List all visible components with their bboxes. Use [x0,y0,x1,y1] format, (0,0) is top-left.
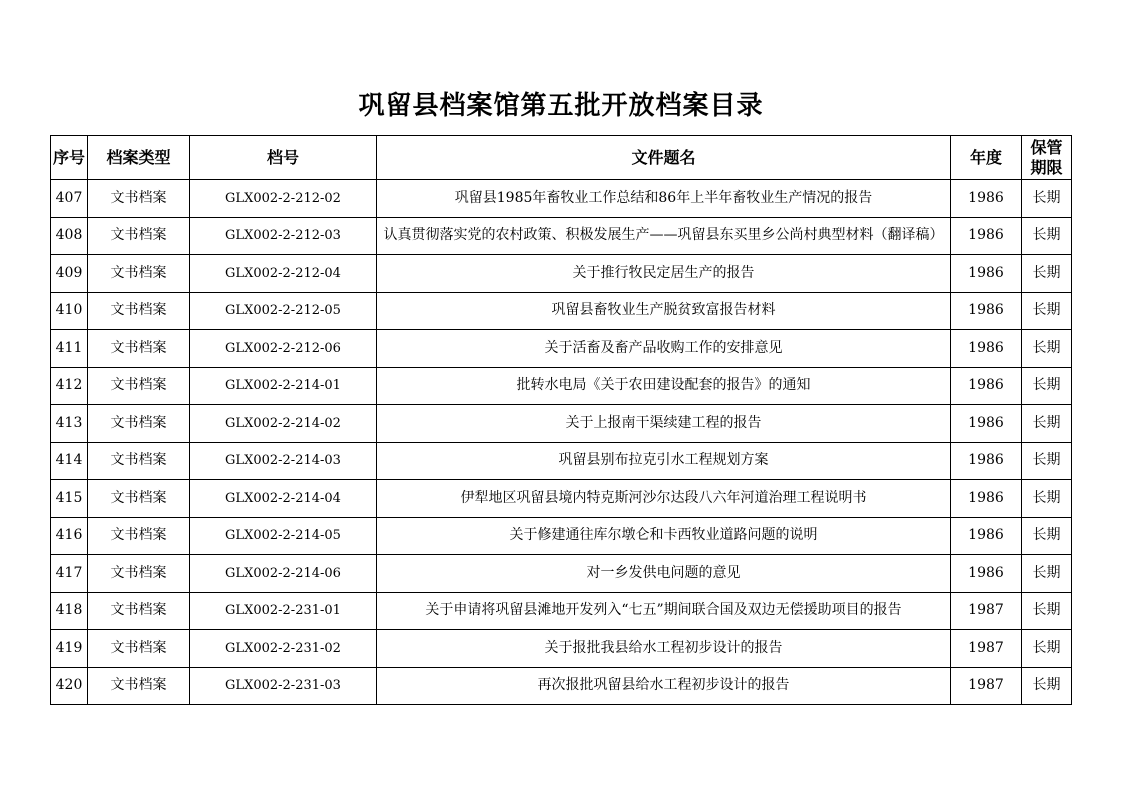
table-row [51,555,1072,593]
cell-year: 1986 [951,480,1022,518]
cell-type: 文书档案 [88,330,190,368]
archive-catalog-table [50,135,1072,705]
cell-type: 文书档案 [88,555,190,593]
cell-type: 文书档案 [88,592,190,630]
cell-code: GLX002-2-212-05 [190,292,377,330]
cell-code: GLX002-2-212-06 [190,330,377,368]
cell-no: 417 [51,555,88,593]
cell-code: GLX002-2-214-06 [190,555,377,593]
cell-no: 409 [51,255,88,293]
cell-code: GLX002-2-214-05 [190,517,377,555]
cell-type: 文书档案 [88,405,190,443]
header-period: 保管期限 [1022,136,1072,180]
table-row [51,592,1072,630]
table-row [51,630,1072,668]
cell-code: GLX002-2-214-04 [190,480,377,518]
table-row [51,292,1072,330]
table-row [51,330,1072,368]
cell-period: 长期 [1022,517,1072,555]
table-row [51,667,1072,705]
cell-type: 文书档案 [88,217,190,255]
cell-code: GLX002-2-212-02 [190,180,377,218]
cell-no: 418 [51,592,88,630]
table-row [51,517,1072,555]
table-row [51,480,1072,518]
header-title: 文件题名 [377,136,951,180]
cell-no: 419 [51,630,88,668]
cell-no: 408 [51,217,88,255]
cell-period: 长期 [1022,667,1072,705]
cell-year: 1986 [951,555,1022,593]
cell-no: 407 [51,180,88,218]
cell-code: GLX002-2-231-03 [190,667,377,705]
header-type: 档案类型 [88,136,190,180]
cell-type: 文书档案 [88,667,190,705]
cell-title: 巩留县畜牧业生产脱贫致富报告材料 [377,292,951,330]
cell-type: 文书档案 [88,367,190,405]
cell-type: 文书档案 [88,480,190,518]
table-row [51,367,1072,405]
cell-year: 1986 [951,292,1022,330]
header-code: 档号 [190,136,377,180]
cell-year: 1987 [951,592,1022,630]
cell-type: 文书档案 [88,255,190,293]
cell-code: GLX002-2-212-03 [190,217,377,255]
cell-period: 长期 [1022,442,1072,480]
header-no: 序号 [51,136,88,180]
cell-period: 长期 [1022,330,1072,368]
cell-year: 1987 [951,667,1022,705]
cell-no: 420 [51,667,88,705]
table-row [51,255,1072,293]
cell-title: 关于修建通往库尔墩仑和卡西牧业道路问题的说明 [377,517,951,555]
cell-title: 认真贯彻落实党的农村政策、积极发展生产——巩留县东买里乡公尚村典型材料（翻译稿） [377,217,951,255]
cell-period: 长期 [1022,555,1072,593]
cell-period: 长期 [1022,592,1072,630]
cell-period: 长期 [1022,405,1072,443]
cell-code: GLX002-2-231-02 [190,630,377,668]
cell-year: 1986 [951,330,1022,368]
cell-year: 1986 [951,255,1022,293]
cell-code: GLX002-2-214-02 [190,405,377,443]
cell-title: 批转水电局《关于农田建设配套的报告》的通知 [377,367,951,405]
table-row [51,405,1072,443]
cell-no: 410 [51,292,88,330]
cell-title: 关于申请将巩留县滩地开发列入“七五”期间联合国及双边无偿援助项目的报告 [377,592,951,630]
cell-year: 1987 [951,630,1022,668]
cell-year: 1986 [951,217,1022,255]
cell-year: 1986 [951,517,1022,555]
cell-title: 巩留县1985年畜牧业工作总结和86年上半年畜牧业生产情况的报告 [377,180,951,218]
table-header-row [51,136,1072,180]
cell-code: GLX002-2-214-03 [190,442,377,480]
cell-year: 1986 [951,442,1022,480]
cell-period: 长期 [1022,292,1072,330]
header-year: 年度 [951,136,1022,180]
cell-period: 长期 [1022,480,1072,518]
cell-no: 412 [51,367,88,405]
cell-no: 411 [51,330,88,368]
cell-year: 1986 [951,180,1022,218]
table-row [51,442,1072,480]
cell-title: 对一乡发供电问题的意见 [377,555,951,593]
cell-type: 文书档案 [88,292,190,330]
cell-period: 长期 [1022,630,1072,668]
cell-no: 416 [51,517,88,555]
cell-year: 1986 [951,367,1022,405]
cell-title: 关于上报南干渠续建工程的报告 [377,405,951,443]
cell-no: 413 [51,405,88,443]
table-row [51,217,1072,255]
cell-code: GLX002-2-231-01 [190,592,377,630]
cell-type: 文书档案 [88,517,190,555]
cell-title: 关于推行牧民定居生产的报告 [377,255,951,293]
cell-code: GLX002-2-212-04 [190,255,377,293]
cell-title: 关于活畜及畜产品收购工作的安排意见 [377,330,951,368]
cell-period: 长期 [1022,217,1072,255]
cell-title: 巩留县别布拉克引水工程规划方案 [377,442,951,480]
page-title: 巩留县档案馆第五批开放档案目录 [358,91,764,121]
cell-no: 414 [51,442,88,480]
cell-title: 再次报批巩留县给水工程初步设计的报告 [377,667,951,705]
cell-type: 文书档案 [88,442,190,480]
cell-title: 关于报批我县给水工程初步设计的报告 [377,630,951,668]
table-row [51,180,1072,218]
cell-period: 长期 [1022,367,1072,405]
cell-period: 长期 [1022,180,1072,218]
cell-type: 文书档案 [88,180,190,218]
cell-title: 伊犁地区巩留县境内特克斯河沙尔达段八六年河道治理工程说明书 [377,480,951,518]
cell-year: 1986 [951,405,1022,443]
cell-period: 长期 [1022,255,1072,293]
cell-code: GLX002-2-214-01 [190,367,377,405]
cell-no: 415 [51,480,88,518]
cell-type: 文书档案 [88,630,190,668]
